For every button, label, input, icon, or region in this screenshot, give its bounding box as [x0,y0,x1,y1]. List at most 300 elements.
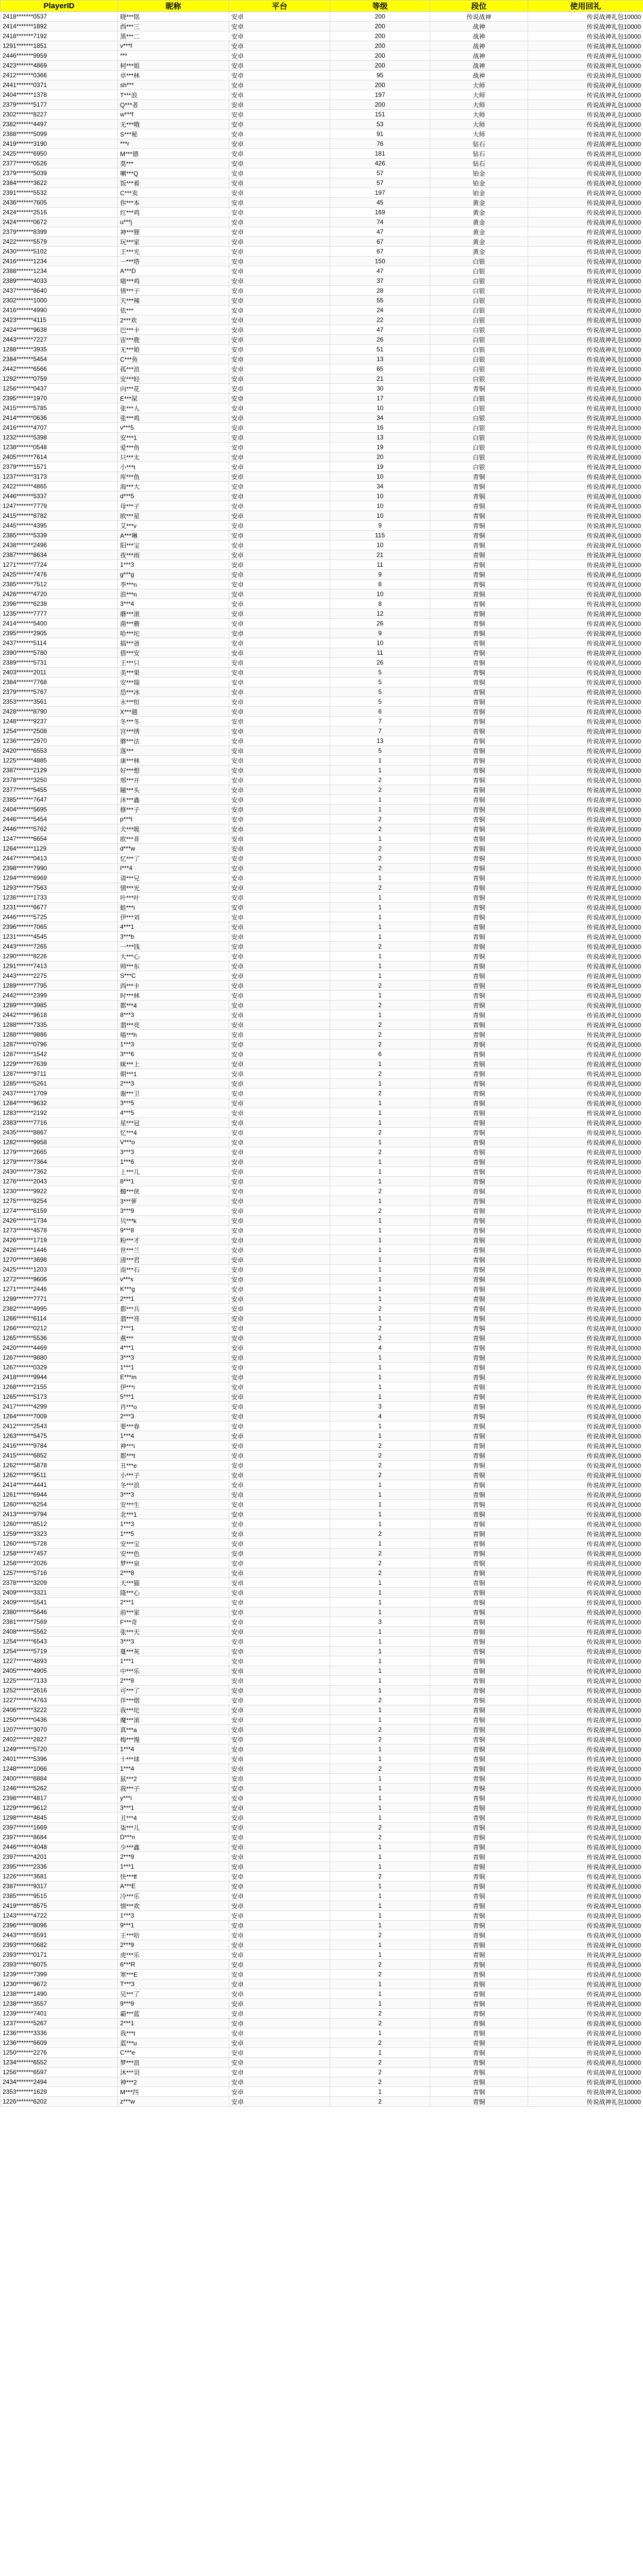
cell-nickname[interactable]: 王***哈 [118,1930,229,1940]
cell-platform[interactable]: 安卓 [229,217,330,227]
cell-reward[interactable]: 传说战神礼包10000 [528,991,643,1001]
cell-player-id[interactable]: 2405*******7614 [1,452,118,462]
cell-nickname[interactable]: 沐***鑫 [118,795,229,805]
cell-player-id[interactable]: 2443*******7227 [1,335,118,345]
cell-reward[interactable]: 传说战神礼包10000 [528,2077,643,2087]
cell-nickname[interactable]: 3***3 [118,1490,229,1500]
cell-platform[interactable]: 安卓 [229,677,330,687]
cell-rank[interactable]: 白银 [430,335,528,345]
cell-nickname[interactable]: 请***兄 [118,873,229,883]
cell-level[interactable]: 1 [330,2087,430,2097]
cell-reward[interactable]: 传说战神礼包10000 [528,433,643,443]
cell-level[interactable]: 2 [330,815,430,824]
cell-rank[interactable]: 青铜 [430,961,528,971]
cell-rank[interactable]: 青铜 [430,1451,528,1461]
cell-rank[interactable]: 青铜 [430,589,528,599]
cell-nickname[interactable]: 安***生 [118,1500,229,1510]
cell-nickname[interactable]: 中***乐 [118,1666,229,1676]
cell-nickname[interactable]: 你***本 [118,198,229,208]
cell-platform[interactable]: 安卓 [229,1666,330,1676]
cell-nickname[interactable]: w***f [118,110,229,120]
cell-reward[interactable]: 传说战神礼包10000 [528,1725,643,1735]
cell-level[interactable]: 2 [330,2067,430,2077]
cell-rank[interactable]: 青铜 [430,717,528,726]
cell-rank[interactable]: 青铜 [430,482,528,492]
cell-platform[interactable]: 安卓 [229,1294,330,1304]
cell-rank[interactable]: 战神 [430,31,528,41]
cell-platform[interactable]: 安卓 [229,1402,330,1412]
cell-player-id[interactable]: 1231*******4545 [1,932,118,942]
cell-level[interactable]: 1 [330,1627,430,1637]
cell-rank[interactable]: 青铜 [430,1539,528,1549]
cell-platform[interactable]: 安卓 [229,1490,330,1500]
cell-nickname[interactable]: 母***子 [118,501,229,511]
cell-reward[interactable]: 传说战神礼包10000 [528,1803,643,1813]
cell-rank[interactable]: 青铜 [430,1490,528,1500]
cell-level[interactable]: 2 [330,1461,430,1470]
cell-reward[interactable]: 传说战神礼包10000 [528,707,643,717]
cell-rank[interactable]: 青铜 [430,1324,528,1333]
cell-level[interactable]: 2 [330,1549,430,1558]
cell-platform[interactable]: 安卓 [229,1989,330,1999]
cell-rank[interactable]: 黄金 [430,198,528,208]
cell-reward[interactable]: 传说战神礼包10000 [528,71,643,80]
cell-rank[interactable]: 青铜 [430,1549,528,1558]
cell-nickname[interactable]: V***o [118,1138,229,1147]
cell-reward[interactable]: 传说战神礼包10000 [528,746,643,756]
cell-platform[interactable]: 安卓 [229,1637,330,1647]
cell-nickname[interactable]: 1***3 [118,1911,229,1921]
cell-nickname[interactable]: 西***卡 [118,981,229,991]
cell-reward[interactable]: 传说战神礼包10000 [528,1196,643,1206]
cell-player-id[interactable]: 2403*******2011 [1,668,118,677]
cell-player-id[interactable]: 2414*******4441 [1,1480,118,1490]
cell-platform[interactable]: 安卓 [229,433,330,443]
cell-player-id[interactable]: 2443*******2275 [1,971,118,981]
cell-nickname[interactable]: C***e [118,2048,229,2058]
cell-rank[interactable]: 青铜 [430,746,528,756]
cell-rank[interactable]: 青铜 [430,795,528,805]
cell-platform[interactable]: 安卓 [229,61,330,71]
cell-rank[interactable]: 青铜 [430,1294,528,1304]
cell-level[interactable]: 1 [330,1744,430,1754]
cell-platform[interactable]: 安卓 [229,824,330,834]
cell-level[interactable]: 74 [330,217,430,227]
cell-rank[interactable]: 青铜 [430,1891,528,1901]
cell-player-id[interactable]: 1237*******5267 [1,2019,118,2028]
cell-level[interactable]: 2 [330,775,430,785]
cell-nickname[interactable]: 神***2 [118,2077,229,2087]
cell-nickname[interactable]: 7***1 [118,1324,229,1333]
cell-platform[interactable]: 安卓 [229,844,330,854]
cell-level[interactable]: 1 [330,1363,430,1372]
cell-player-id[interactable]: 2418*******7192 [1,31,118,41]
cell-player-id[interactable]: 1239*******7399 [1,1970,118,1979]
cell-nickname[interactable]: 北***1 [118,1510,229,1519]
cell-player-id[interactable]: 1267*******0329 [1,1363,118,1372]
cell-player-id[interactable]: 2389*******4033 [1,276,118,286]
cell-level[interactable]: 1 [330,952,430,961]
cell-platform[interactable]: 安卓 [229,1735,330,1744]
cell-platform[interactable]: 安卓 [229,364,330,374]
cell-player-id[interactable]: 1236*******3336 [1,2028,118,2038]
cell-rank[interactable]: 青铜 [430,1020,528,1030]
cell-reward[interactable]: 传说战神礼包10000 [528,1030,643,1040]
cell-level[interactable]: 1 [330,1177,430,1187]
cell-level[interactable]: 1 [330,1539,430,1549]
cell-platform[interactable]: 安卓 [229,22,330,31]
cell-rank[interactable]: 青铜 [430,1177,528,1187]
cell-reward[interactable]: 传说战神礼包10000 [528,276,643,286]
cell-player-id[interactable]: 1274*******6159 [1,1206,118,1216]
cell-player-id[interactable]: 1273*******4578 [1,1226,118,1235]
cell-reward[interactable]: 传说战神礼包10000 [528,443,643,452]
cell-level[interactable]: 1 [330,932,430,942]
cell-platform[interactable]: 安卓 [229,178,330,188]
cell-rank[interactable]: 青铜 [430,952,528,961]
cell-nickname[interactable]: 翡***亮 [118,1020,229,1030]
cell-reward[interactable]: 传说战神礼包10000 [528,1353,643,1363]
cell-rank[interactable]: 白银 [430,306,528,315]
cell-reward[interactable]: 传说战神礼包10000 [528,2058,643,2067]
cell-player-id[interactable]: 2443*******7265 [1,942,118,952]
cell-level[interactable]: 2 [330,1089,430,1098]
cell-level[interactable]: 1 [330,961,430,971]
cell-platform[interactable]: 安卓 [229,991,330,1001]
cell-reward[interactable]: 传说战神礼包10000 [528,893,643,903]
cell-platform[interactable]: 安卓 [229,335,330,345]
cell-platform[interactable]: 安卓 [229,1558,330,1568]
cell-platform[interactable]: 安卓 [229,1852,330,1862]
cell-reward[interactable]: 传说战神礼包10000 [528,188,643,198]
cell-level[interactable]: 6 [330,707,430,717]
cell-platform[interactable]: 安卓 [229,80,330,90]
cell-platform[interactable]: 安卓 [229,237,330,247]
cell-reward[interactable]: 传说战神礼包10000 [528,971,643,981]
cell-nickname[interactable]: d***5 [118,492,229,501]
cell-rank[interactable]: 青铜 [430,815,528,824]
cell-level[interactable]: 1 [330,1421,430,1431]
cell-reward[interactable]: 传说战神礼包10000 [528,1911,643,1921]
cell-player-id[interactable]: 2377*******0526 [1,159,118,168]
cell-platform[interactable]: 安卓 [229,1216,330,1226]
cell-rank[interactable]: 白银 [430,364,528,374]
cell-platform[interactable]: 安卓 [229,1089,330,1098]
cell-reward[interactable]: 传说战神礼包10000 [528,1108,643,1118]
cell-player-id[interactable]: 1268*******2155 [1,1382,118,1392]
cell-platform[interactable]: 安卓 [229,1069,330,1079]
cell-rank[interactable]: 青铜 [430,1911,528,1921]
cell-platform[interactable]: 安卓 [229,345,330,354]
cell-platform[interactable]: 安卓 [229,1343,330,1353]
cell-player-id[interactable]: 1289*******3985 [1,1001,118,1010]
cell-player-id[interactable]: 2446*******4048 [1,1842,118,1852]
cell-level[interactable]: 1 [330,1901,430,1911]
cell-player-id[interactable]: 1230*******9922 [1,1187,118,1196]
cell-rank[interactable]: 青铜 [430,687,528,697]
cell-player-id[interactable]: 2418*******0537 [1,12,118,22]
cell-platform[interactable]: 安卓 [229,1314,330,1324]
cell-reward[interactable]: 传说战神礼包10000 [528,1774,643,1784]
cell-platform[interactable]: 安卓 [229,492,330,501]
cell-nickname[interactable]: 巴***卡 [118,325,229,335]
cell-level[interactable]: 2 [330,1558,430,1568]
cell-rank[interactable]: 青铜 [430,2087,528,2097]
cell-rank[interactable]: 青铜 [430,883,528,893]
cell-level[interactable]: 2 [330,1441,430,1451]
cell-platform[interactable]: 安卓 [229,795,330,805]
cell-platform[interactable]: 安卓 [229,1676,330,1686]
cell-nickname[interactable]: 少***鑫 [118,1842,229,1852]
cell-player-id[interactable]: 1246*******5262 [1,1784,118,1793]
cell-rank[interactable]: 白银 [430,345,528,354]
cell-reward[interactable]: 传说战神礼包10000 [528,1598,643,1607]
cell-reward[interactable]: 传说战神礼包10000 [528,1862,643,1872]
cell-rank[interactable]: 青铜 [430,1960,528,1970]
cell-reward[interactable]: 传说战神礼包10000 [528,354,643,364]
cell-rank[interactable]: 青铜 [430,1882,528,1891]
cell-player-id[interactable]: 1225*******4885 [1,756,118,766]
cell-reward[interactable]: 传说战神礼包10000 [528,1940,643,1950]
cell-nickname[interactable]: E***屎 [118,394,229,403]
cell-platform[interactable]: 安卓 [229,1118,330,1128]
cell-level[interactable]: 1 [330,756,430,766]
cell-player-id[interactable]: 1262*******5878 [1,1461,118,1470]
cell-player-id[interactable]: 1291*******7413 [1,961,118,971]
cell-player-id[interactable]: 2409*******5541 [1,1598,118,1607]
cell-platform[interactable]: 安卓 [229,1872,330,1882]
cell-level[interactable]: 2 [330,1187,430,1196]
cell-reward[interactable]: 传说战神礼包10000 [528,981,643,991]
cell-reward[interactable]: 传说战神礼包10000 [528,384,643,394]
cell-reward[interactable]: 传说战神礼包10000 [528,1412,643,1421]
cell-rank[interactable]: 青铜 [430,492,528,501]
cell-nickname[interactable]: 南***石 [118,1265,229,1275]
cell-level[interactable]: 150 [330,257,430,266]
cell-player-id[interactable]: 2446*******5762 [1,824,118,834]
cell-nickname[interactable]: u***j [118,217,229,227]
cell-player-id[interactable]: 2393*******0682 [1,1940,118,1950]
cell-reward[interactable]: 传说战神礼包10000 [528,1686,643,1696]
cell-rank[interactable]: 青铜 [430,2028,528,2038]
cell-rank[interactable]: 青铜 [430,1412,528,1421]
cell-nickname[interactable]: 1***3 [118,1519,229,1529]
cell-rank[interactable]: 青铜 [430,1353,528,1363]
cell-platform[interactable]: 安卓 [229,120,330,129]
cell-nickname[interactable]: 寒***E [118,1970,229,1979]
cell-level[interactable]: 1 [330,1588,430,1598]
cell-platform[interactable]: 安卓 [229,41,330,51]
cell-player-id[interactable]: 2384*******7768 [1,677,118,687]
cell-nickname[interactable]: 世***兰 [118,1245,229,1255]
cell-platform[interactable]: 安卓 [229,462,330,472]
cell-reward[interactable]: 传说战神礼包10000 [528,1666,643,1676]
cell-reward[interactable]: 传说战神礼包10000 [528,2009,643,2019]
cell-rank[interactable]: 青铜 [430,1187,528,1196]
cell-rank[interactable]: 青铜 [430,1363,528,1372]
cell-rank[interactable]: 青铜 [430,707,528,717]
cell-nickname[interactable]: 恐***冰 [118,687,229,697]
cell-level[interactable]: 1 [330,1059,430,1069]
cell-reward[interactable]: 传说战神礼包10000 [528,2097,643,2107]
cell-rank[interactable]: 青铜 [430,1284,528,1294]
cell-level[interactable]: 1 [330,1118,430,1128]
cell-nickname[interactable]: 蘑***滚 [118,609,229,619]
cell-player-id[interactable]: 1263*******5475 [1,1431,118,1441]
cell-nickname[interactable]: 蔓***灰 [118,1647,229,1656]
cell-rank[interactable]: 青铜 [430,1558,528,1568]
cell-player-id[interactable]: 1285*******5261 [1,1079,118,1089]
cell-reward[interactable]: 传说战神礼包10000 [528,1304,643,1314]
cell-reward[interactable]: 传说战神礼包10000 [528,394,643,403]
cell-level[interactable]: 2 [330,2097,430,2107]
cell-platform[interactable]: 安卓 [229,12,330,22]
cell-platform[interactable]: 安卓 [229,276,330,286]
cell-reward[interactable]: 传说战神礼包10000 [528,1363,643,1372]
cell-player-id[interactable]: 2353*******1629 [1,2087,118,2097]
cell-rank[interactable]: 青铜 [430,991,528,1001]
cell-player-id[interactable]: 1276*******2043 [1,1177,118,1187]
cell-rank[interactable]: 青铜 [430,1441,528,1451]
cell-nickname[interactable]: 忆***4 [118,1128,229,1138]
cell-platform[interactable]: 安卓 [229,1960,330,1970]
cell-level[interactable]: 1 [330,805,430,815]
cell-platform[interactable]: 安卓 [229,1304,330,1314]
cell-platform[interactable]: 安卓 [229,2028,330,2038]
cell-platform[interactable]: 安卓 [229,805,330,815]
cell-player-id[interactable]: 1227*******4893 [1,1656,118,1666]
cell-nickname[interactable]: 饭***着 [118,178,229,188]
cell-rank[interactable]: 青铜 [430,1842,528,1852]
cell-rank[interactable]: 青铜 [430,1392,528,1402]
cell-reward[interactable]: 传说战神礼包10000 [528,1715,643,1725]
cell-reward[interactable]: 传说战神礼包10000 [528,1020,643,1030]
cell-platform[interactable]: 安卓 [229,599,330,609]
cell-platform[interactable]: 安卓 [229,1461,330,1470]
cell-level[interactable]: 1 [330,1098,430,1108]
cell-player-id[interactable]: 2353*******3561 [1,697,118,707]
cell-player-id[interactable]: 2415*******5785 [1,403,118,413]
cell-level[interactable]: 26 [330,335,430,345]
cell-platform[interactable]: 安卓 [229,540,330,550]
cell-rank[interactable]: 青铜 [430,2067,528,2077]
cell-player-id[interactable]: 2418*******9944 [1,1372,118,1382]
cell-reward[interactable]: 传说战神礼包10000 [528,1627,643,1637]
cell-platform[interactable]: 安卓 [229,1020,330,1030]
cell-level[interactable]: 1 [330,1519,430,1529]
cell-reward[interactable]: 传说战神礼包10000 [528,1549,643,1558]
cell-nickname[interactable]: 情***光 [118,883,229,893]
cell-platform[interactable]: 安卓 [229,1764,330,1774]
cell-player-id[interactable]: 1237*******3173 [1,472,118,482]
cell-rank[interactable]: 青铜 [430,1696,528,1705]
cell-player-id[interactable]: 1294*******6969 [1,873,118,883]
cell-rank[interactable]: 青铜 [430,1979,528,1989]
cell-rank[interactable]: 战神 [430,61,528,71]
cell-reward[interactable]: 传说战神礼包10000 [528,668,643,677]
cell-player-id[interactable]: 2425*******1203 [1,1265,118,1275]
cell-level[interactable]: 53 [330,120,430,129]
cell-rank[interactable]: 青铜 [430,2009,528,2019]
cell-reward[interactable]: 传说战神礼包10000 [528,1010,643,1020]
cell-platform[interactable]: 安卓 [229,1265,330,1275]
cell-player-id[interactable]: 2412*******0366 [1,71,118,80]
cell-player-id[interactable]: 1257*******5716 [1,1568,118,1578]
cell-rank[interactable]: 青铜 [430,1510,528,1519]
cell-platform[interactable]: 安卓 [229,159,330,168]
cell-reward[interactable]: 传说战神礼包10000 [528,1294,643,1304]
cell-platform[interactable]: 安卓 [229,1696,330,1705]
cell-platform[interactable]: 安卓 [229,756,330,766]
cell-player-id[interactable]: 1279*******2665 [1,1147,118,1157]
cell-nickname[interactable]: 1***5 [118,1529,229,1539]
cell-reward[interactable]: 传说战神礼包10000 [528,296,643,306]
cell-level[interactable]: 9 [330,629,430,638]
cell-player-id[interactable]: 2442*******2399 [1,991,118,1001]
cell-level[interactable]: 2 [330,1147,430,1157]
cell-platform[interactable]: 安卓 [229,2058,330,2067]
cell-platform[interactable]: 安卓 [229,726,330,736]
cell-nickname[interactable]: 忆***了 [118,854,229,863]
cell-nickname[interactable]: 孤***浪 [118,364,229,374]
cell-reward[interactable]: 传说战神礼包10000 [528,1519,643,1529]
cell-reward[interactable]: 传说战神礼包10000 [528,1402,643,1412]
cell-nickname[interactable]: 沐***羽 [118,2067,229,2077]
cell-rank[interactable]: 钻石 [430,159,528,168]
cell-rank[interactable]: 青铜 [430,1255,528,1265]
cell-nickname[interactable]: 3***3 [118,1353,229,1363]
cell-player-id[interactable]: 2402*******2827 [1,1735,118,1744]
cell-nickname[interactable]: 时***林 [118,991,229,1001]
cell-platform[interactable]: 安卓 [229,1862,330,1872]
cell-nickname[interactable]: 张***鸡 [118,413,229,423]
cell-reward[interactable]: 传说战神礼包10000 [528,2028,643,2038]
cell-platform[interactable]: 安卓 [229,188,330,198]
cell-nickname[interactable]: 3***5 [118,1098,229,1108]
cell-nickname[interactable]: 搞***爸 [118,638,229,648]
cell-rank[interactable]: 青铜 [430,1989,528,1999]
cell-rank[interactable]: 青铜 [430,1725,528,1735]
cell-reward[interactable]: 传说战神礼包10000 [528,1617,643,1627]
cell-reward[interactable]: 传说战神礼包10000 [528,805,643,815]
cell-rank[interactable]: 战神 [430,71,528,80]
cell-platform[interactable]: 安卓 [229,1392,330,1402]
cell-platform[interactable]: 安卓 [229,609,330,619]
cell-platform[interactable]: 安卓 [229,815,330,824]
cell-player-id[interactable]: 2415*******8782 [1,511,118,521]
cell-player-id[interactable]: 1271*******2446 [1,1284,118,1294]
cell-level[interactable]: 1 [330,1989,430,1999]
cell-reward[interactable]: 传说战神礼包10000 [528,1813,643,1823]
cell-rank[interactable]: 青铜 [430,2038,528,2048]
cell-nickname[interactable]: E***m [118,1372,229,1382]
cell-player-id[interactable]: 1229*******9612 [1,1803,118,1813]
header-reward[interactable]: 使用回礼 [528,1,643,12]
cell-reward[interactable]: 传说战神礼包10000 [528,178,643,188]
cell-level[interactable]: 2 [330,844,430,854]
cell-nickname[interactable]: 落*** [118,746,229,756]
cell-level[interactable]: 1 [330,1686,430,1696]
cell-nickname[interactable]: T***浪 [118,90,229,100]
cell-reward[interactable]: 传说战神礼包10000 [528,717,643,726]
cell-rank[interactable]: 青铜 [430,2058,528,2067]
cell-platform[interactable]: 安卓 [229,1500,330,1510]
cell-level[interactable]: 1 [330,1353,430,1363]
cell-level[interactable]: 1 [330,1979,430,1989]
cell-player-id[interactable]: 2445*******4395 [1,521,118,531]
cell-nickname[interactable]: 依*** [118,306,229,315]
cell-level[interactable]: 13 [330,736,430,746]
